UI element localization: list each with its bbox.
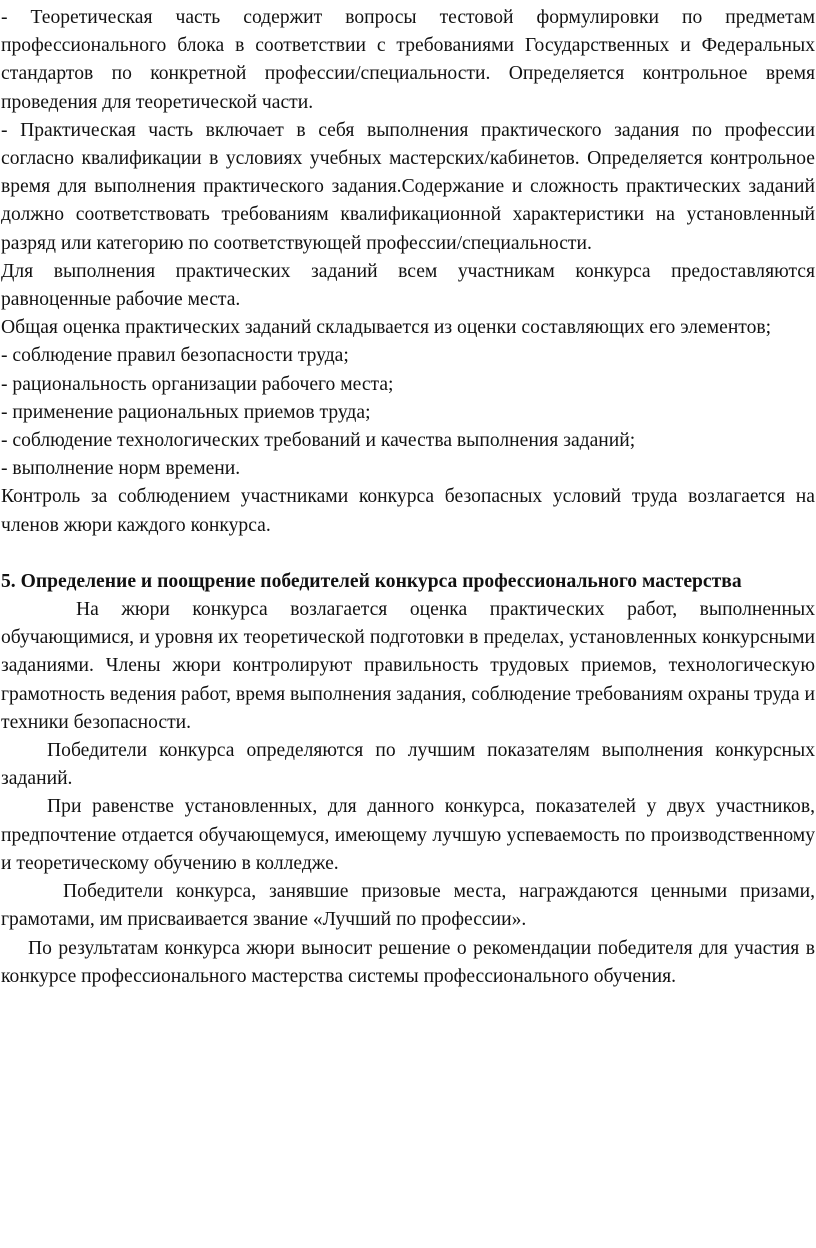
paragraph-practice: - Практическая часть включает в себя выполнения практического задания по профессии согласно квалификации в условиях учебных мастерских/кабинетов. Определяется контрольное время для выполнения практического задания.Содержание и сложность практических заданий должно соответствовать требованиям квалификационной характеристики на установленный разряд или категорию по соответствующей профессии/специальности. (1, 119, 815, 254)
paragraph-theory: - Теоретическая часть содержит вопросы тестовой формулировки по предметам профессионального блока в соответствии с требованиями Государственных и Федеральных стандартов по конкретной профессии/специальности. Определяется контрольное время проведения для теоретической части. (1, 7, 815, 113)
section-heading: 5. Определение и поощрение победителей конкурса профессионального мастерства (1, 570, 742, 592)
paragraph-tie-break: При равенстве установленных, для данного конкурса, показателей у двух участников, предпочтение отдается обучающемуся, имеющему лучшую успеваемость по производственному и теоретическому обучению в колледже. (1, 796, 815, 874)
list-item-techniques: - применение рациональных приемов труда; (1, 401, 371, 423)
paragraph-jury-assessment: На жюри конкурса возлагается оценка практических работ, выполненных обучающимися, и уровня их теоретической подготовки в пределах, установленных конкурсными заданиями. Члены жюри контролируют правильность трудовых приемов, технологическую грамотность ведения работ, время выполнения задания, соблюдение требованиям охраны труда и техники безопасности. (1, 599, 815, 733)
paragraph-workplaces: Для выполнения практических заданий всем участникам конкурса предоставляются равноценные рабочие места. (1, 260, 815, 311)
list-item-technology: - соблюдение технологических требований и качества выполнения заданий; (1, 430, 636, 452)
paragraph-overall-assessment: Общая оценка практических заданий складывается из оценки составляющих его элементов; (1, 317, 772, 339)
paragraph-awards: Победители конкурса, занявшие призовые места, награждаются ценными призами, грамотами, им присваивается звание «Лучший по профессии». (1, 881, 815, 931)
paragraph-winners-determined: Победители конкурса определяются по лучшим показателям выполнения конкурсных заданий. (1, 740, 815, 790)
list-item-workplace: - рациональность организации рабочего места; (1, 373, 394, 395)
paragraph-recommendation: По результатам конкурса жюри выносит решение о рекомендации победителя для участия в конкурсе профессионального мастерства системы профессионального обучения. (1, 937, 815, 987)
list-item-time-norms: - выполнение норм времени. (1, 458, 241, 480)
paragraph-control: Контроль за соблюдением участниками конкурса безопасных условий труда возлагается на членов жюри каждого конкурса. (1, 486, 815, 536)
section-gap (1, 540, 815, 568)
list-item-safety: - соблюдение правил безопасности труда; (1, 345, 349, 367)
